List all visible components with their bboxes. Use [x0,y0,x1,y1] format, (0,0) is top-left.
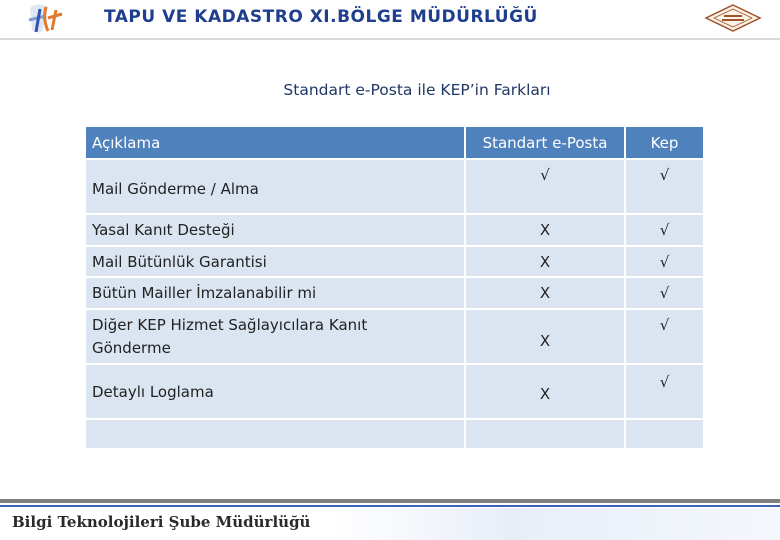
standard-email-x-mark: X [465,309,625,364]
diamond-seal-icon [704,3,762,33]
table-row [85,419,704,449]
row-label: Mail Bütünlük Garantisi [85,246,465,277]
footer-department-name: Bilgi Teknolojileri Şube Müdürlüğü [12,513,311,531]
kep-check-mark: √ [625,246,704,277]
column-header-standard-email: Standart e-Posta [465,126,625,159]
column-header-description: Açıklama [85,126,465,159]
row-label: Bütün Mailler İmzalanabilir mi [85,277,465,309]
row-label: Mail Gönderme / Alma [85,159,465,214]
row-label [85,419,465,449]
table-row [85,364,704,419]
standard-email-x-mark: X [465,364,625,419]
header [0,0,780,40]
table-row [85,309,704,364]
row-label: Yasal Kanıt Desteği [85,214,465,246]
kep-check-mark: √ [625,309,704,364]
comparison-table [84,125,705,450]
table-row [85,214,704,246]
row-label: Diğer KEP Hizmet Sağlayıcılara Kanıt Gönderme [85,309,465,364]
kep-cell [625,419,704,449]
table-row [85,246,704,277]
standard-email-check-mark: √ [465,159,625,214]
organization-title: TAPU VE KADASTRO XI.BÖLGE MÜDÜRLÜĞÜ [104,7,538,27]
kep-check-mark: √ [625,277,704,309]
page-title: Standart e-Posta ile KEP’in Farkları [283,81,551,99]
table-row [85,159,704,214]
table-row [85,277,704,309]
standard-email-x-mark: X [465,246,625,277]
footer-accent-line [0,505,780,507]
footer-divider [0,499,780,503]
kep-check-mark: √ [625,159,704,214]
row-label: Detaylı Loglama [85,364,465,419]
tkgm-logo-icon [20,2,76,36]
standard-email-cell [465,419,625,449]
standard-email-x-mark: X [465,214,625,246]
header-divider [0,38,780,40]
kep-check-mark: √ [625,364,704,419]
standard-email-x-mark: X [465,277,625,309]
table-header-row [85,126,704,159]
column-header-kep: Kep [625,126,704,159]
kep-check-mark: √ [625,214,704,246]
footer-gradient-bar [330,508,780,540]
